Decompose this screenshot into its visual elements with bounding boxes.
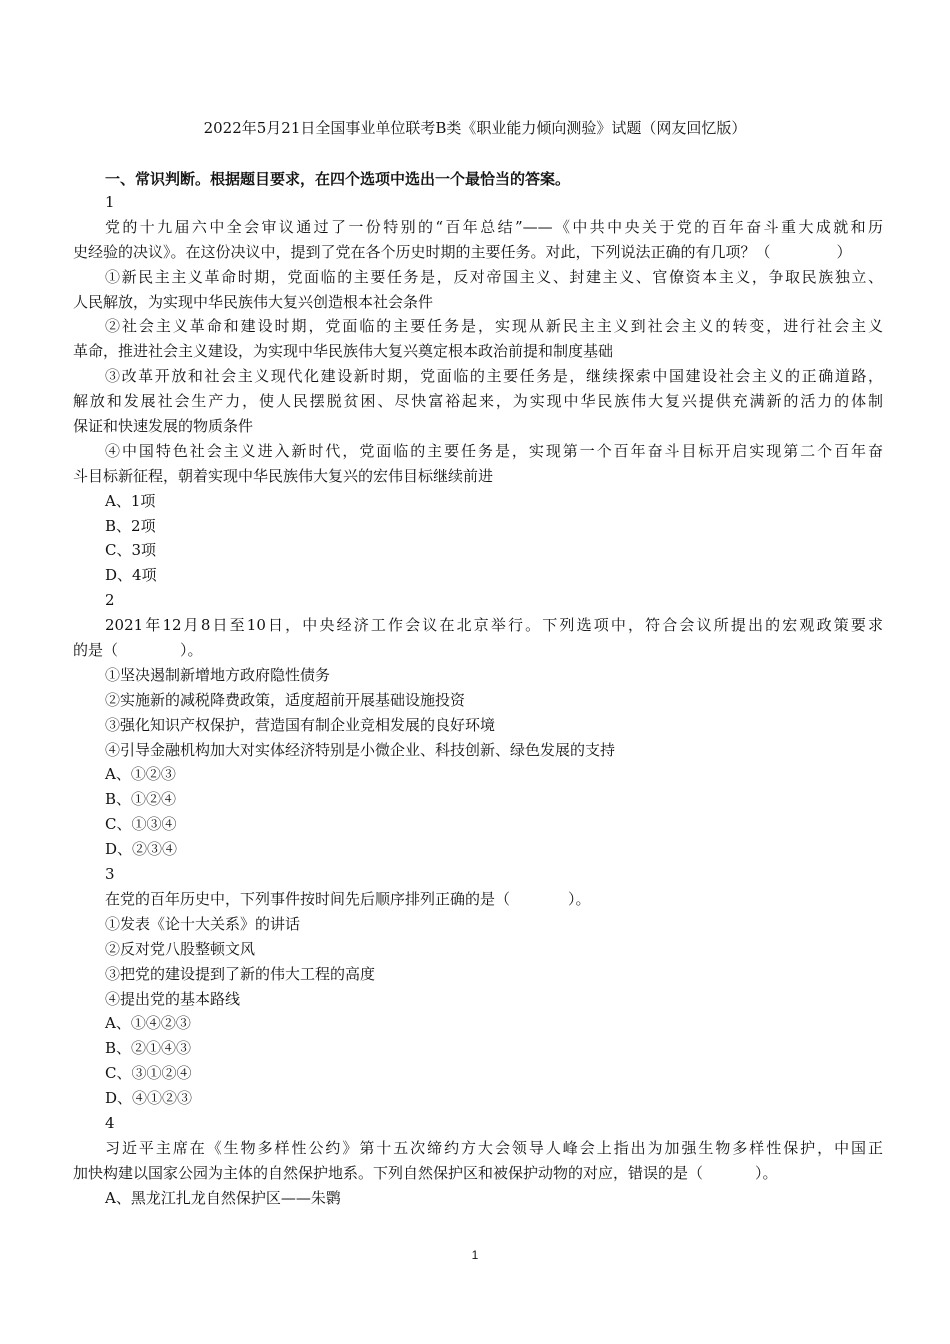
statement-item: 人民解放，为实现中华民族伟大复兴创造根本社会条件 [73, 292, 434, 311]
question-stem: 加快构建以国家公园为主体的自然保护地系。下列自然保护区和被保护动物的对应，错误的是（ ）。 [73, 1163, 778, 1182]
statement-item: ③改革开放和社会主义现代化建设新时期，党面临的主要任务是，继续探索中国建设社会主义的正确道路， [105, 367, 883, 386]
statement-item: 斗目标新征程，朝着实现中华民族伟大复兴的宏伟目标继续前进 [73, 466, 494, 485]
answer-option: D、④①②③ [105, 1089, 193, 1108]
answer-option: D、4项 [105, 566, 157, 585]
statement-item: ②社会主义革命和建设时期，党面临的主要任务是，实现从新民主主义到社会主义的转变，进行社会主义 [105, 317, 883, 336]
statement-item: ④引导金融机构加大对实体经济特别是小微企业、科技创新、绿色发展的支持 [105, 740, 616, 759]
statement-item: ④中国特色社会主义进入新时代，党面临的主要任务是，实现第一个百年奋斗目标开启实现第二个百年奋 [105, 441, 883, 460]
question-stem: 党的十九届六中全会审议通过了一份特别的“百年总结”——《中共中央关于党的百年奋斗重大成就和历 [105, 217, 883, 236]
answer-option: C、①③④ [105, 815, 177, 834]
statement-item: ③强化知识产权保护，营造国有制企业竞相发展的良好环境 [105, 715, 496, 734]
question-stem: 习近平主席在《生物多样性公约》第十五次缔约方大会领导人峰会上指出为加强生物多样性保护，中国正 [105, 1138, 883, 1157]
answer-option: A、黑龙江扎龙自然保护区——朱鹮 [105, 1188, 341, 1207]
statement-item: ③把党的建设提到了新的伟大工程的高度 [105, 964, 376, 983]
statement-item: 革命，推进社会主义建设，为实现中华民族伟大复兴奠定根本政治前提和制度基础 [73, 342, 614, 361]
section-heading: 一、常识判断。根据题目要求，在四个选项中选出一个最恰当的答案。 [105, 170, 571, 188]
statement-item: ②实施新的减税降费政策，适度超前开展基础设施投资 [105, 690, 466, 709]
question-number: 2 [105, 591, 115, 610]
answer-option: B、②①④③ [105, 1039, 192, 1058]
statement-item: ②反对党八股整顿文风 [105, 939, 256, 958]
statement-item: ①发表《论十大关系》的讲话 [105, 914, 301, 933]
question-stem: 在党的百年历史中，下列事件按时间先后顺序排列正确的是（ ）。 [105, 889, 591, 908]
statement-item: 解放和发展社会生产力，使人民摆脱贫困、尽快富裕起来，为实现中华民族伟大复兴提供充满新的活力的体制 [73, 392, 883, 411]
question-number: 3 [105, 865, 115, 884]
question-number: 1 [105, 193, 115, 211]
statement-item: 保证和快速发展的物质条件 [73, 417, 254, 436]
question-list [73, 190, 883, 1211]
statement-item: ①坚决遏制新增地方政府隐性债务 [105, 665, 331, 684]
answer-option: C、③①②④ [105, 1064, 192, 1083]
answer-option: C、3项 [105, 541, 157, 560]
question-stem: 的是（ ）。 [73, 641, 203, 660]
answer-option: B、①②④ [105, 790, 177, 809]
answer-option: D、②③④ [105, 840, 178, 859]
statement-item: ④提出党的基本路线 [105, 989, 241, 1008]
answer-option: A、1项 [105, 491, 156, 510]
question-stem: 2021年12月8日至10日，中央经济工作会议在北京举行。下列选项中，符合会议所提出的宏观政策要求 [105, 616, 883, 635]
page-number: 1 [471, 1248, 479, 1262]
answer-option: B、2项 [105, 516, 156, 535]
question-number: 4 [105, 1113, 115, 1132]
question-stem: 史经验的决议》。在这份决议中，提到了党在各个历史时期的主要任务。对此，下列说法正确的有几项？（ ） [73, 242, 852, 261]
statement-item: ①新民主主义革命时期，党面临的主要任务是，反对帝国主义、封建主义、官僚资本主义，争取民族独立、 [105, 267, 883, 286]
answer-option: A、①②③ [105, 765, 176, 784]
answer-option: A、①④②③ [105, 1014, 191, 1033]
document-title: 2022年5月21日全国事业单位联考B类《职业能力倾向测验》试题（网友回忆版） [203, 119, 747, 137]
